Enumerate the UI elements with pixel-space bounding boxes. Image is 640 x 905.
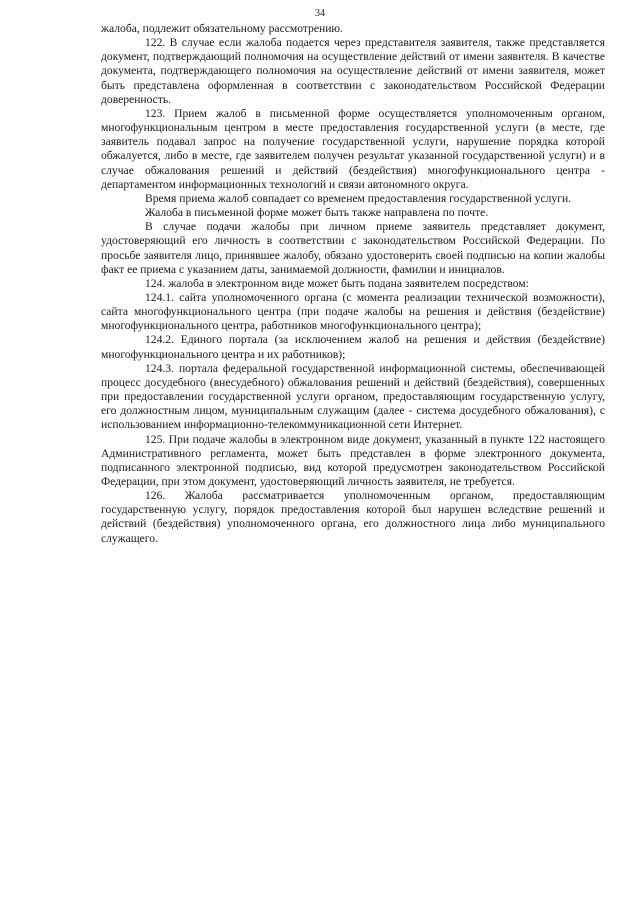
paragraph: 124. жалоба в электронном виде может быть подана заявителем посредством: bbox=[145, 276, 529, 290]
paragraph: 124.2. Единого портала (за исключением жалоб на решения и действия (бездействие) многофункционального центра и их работников); bbox=[101, 333, 605, 361]
paragraph: 122. В случае если жалоба подается через представителя заявителя, также представляется документ, подтверждающий полномочия на осуществление действий от имени заявителя. В качестве документа, подтверждающего полномочия на осуществление действий от имени заявителя, может быть представлена оформленная в соответствии с законодательством Российской Федерации доверенность. bbox=[101, 36, 605, 106]
document-body bbox=[101, 22, 605, 546]
paragraph: 126. Жалоба рассматривается уполномоченным органом, предоставляющим государственную услугу, порядок предоставления которой был нарушен вследствие решений и действий (бездействия) уполномоченного органа, его должностного лица либо муниципального служащего. bbox=[101, 489, 605, 545]
paragraph: В случае подачи жалобы при личном приеме заявитель представляет документ, удостоверяющий его личность в соответствии с законодательством Российской Федерации. По просьбе заявителя лицо, принявшее жалобу, обязано удостоверить своей подписью на копии жалобы факт ее приема с указанием даты, занимаемой должности, фамилии и инициалов. bbox=[101, 220, 605, 276]
paragraph: 124.3. портала федеральной государственной информационной системы, обеспечивающей процесс досудебного (внесудебного) обжалования решений и действий (бездействия), совершенных при предоставлении государственной услуги органом, предоставляющим государственную услугу, его должностным лицом, муниципальным служащим (далее - система досудебного обжалования), с использованием информационно-телекоммуникационной сети Интернет. bbox=[101, 361, 605, 432]
paragraph: Жалоба в письменной форме может быть также направлена по почте. bbox=[145, 206, 489, 220]
paragraph: жалоба, подлежит обязательному рассмотрению. bbox=[101, 22, 343, 35]
paragraph: 125. При подаче жалобы в электронном виде документ, указанный в пункте 122 настоящего Административного регламента, может быть представлен в форме электронного документа, подписанного электронной подписью, вид которой предусмотрен законодательством Российской Федерации, при этом документ, удостоверяющий личность заявителя, не требуется. bbox=[101, 432, 605, 488]
paragraph: Время приема жалоб совпадает со временем предоставления государственной услуги. bbox=[145, 191, 572, 205]
paragraph: 123. Прием жалоб в письменной форме осуществляется уполномоченным органом, многофункциональным центром в месте предоставления государственной услуги (в месте, где заявитель подавал запрос на получение государственной услуги, нарушение порядка которой обжалуется, либо в месте, где заявителем получен результат указанной государственной услуги) и в случае обжалования решений и действий (бездействия) многофункционального центра - департаментом информационных технологий и связи автономного округа. bbox=[101, 106, 605, 191]
page-number: 34 bbox=[315, 8, 325, 19]
paragraph: 124.1. сайта уполномоченного органа (с момента реализации технической возможности), сайта многофункционального центра (при подаче жалобы на решения и действия (бездействие) многофункционального центра, работников многофункционального центра); bbox=[101, 290, 605, 333]
